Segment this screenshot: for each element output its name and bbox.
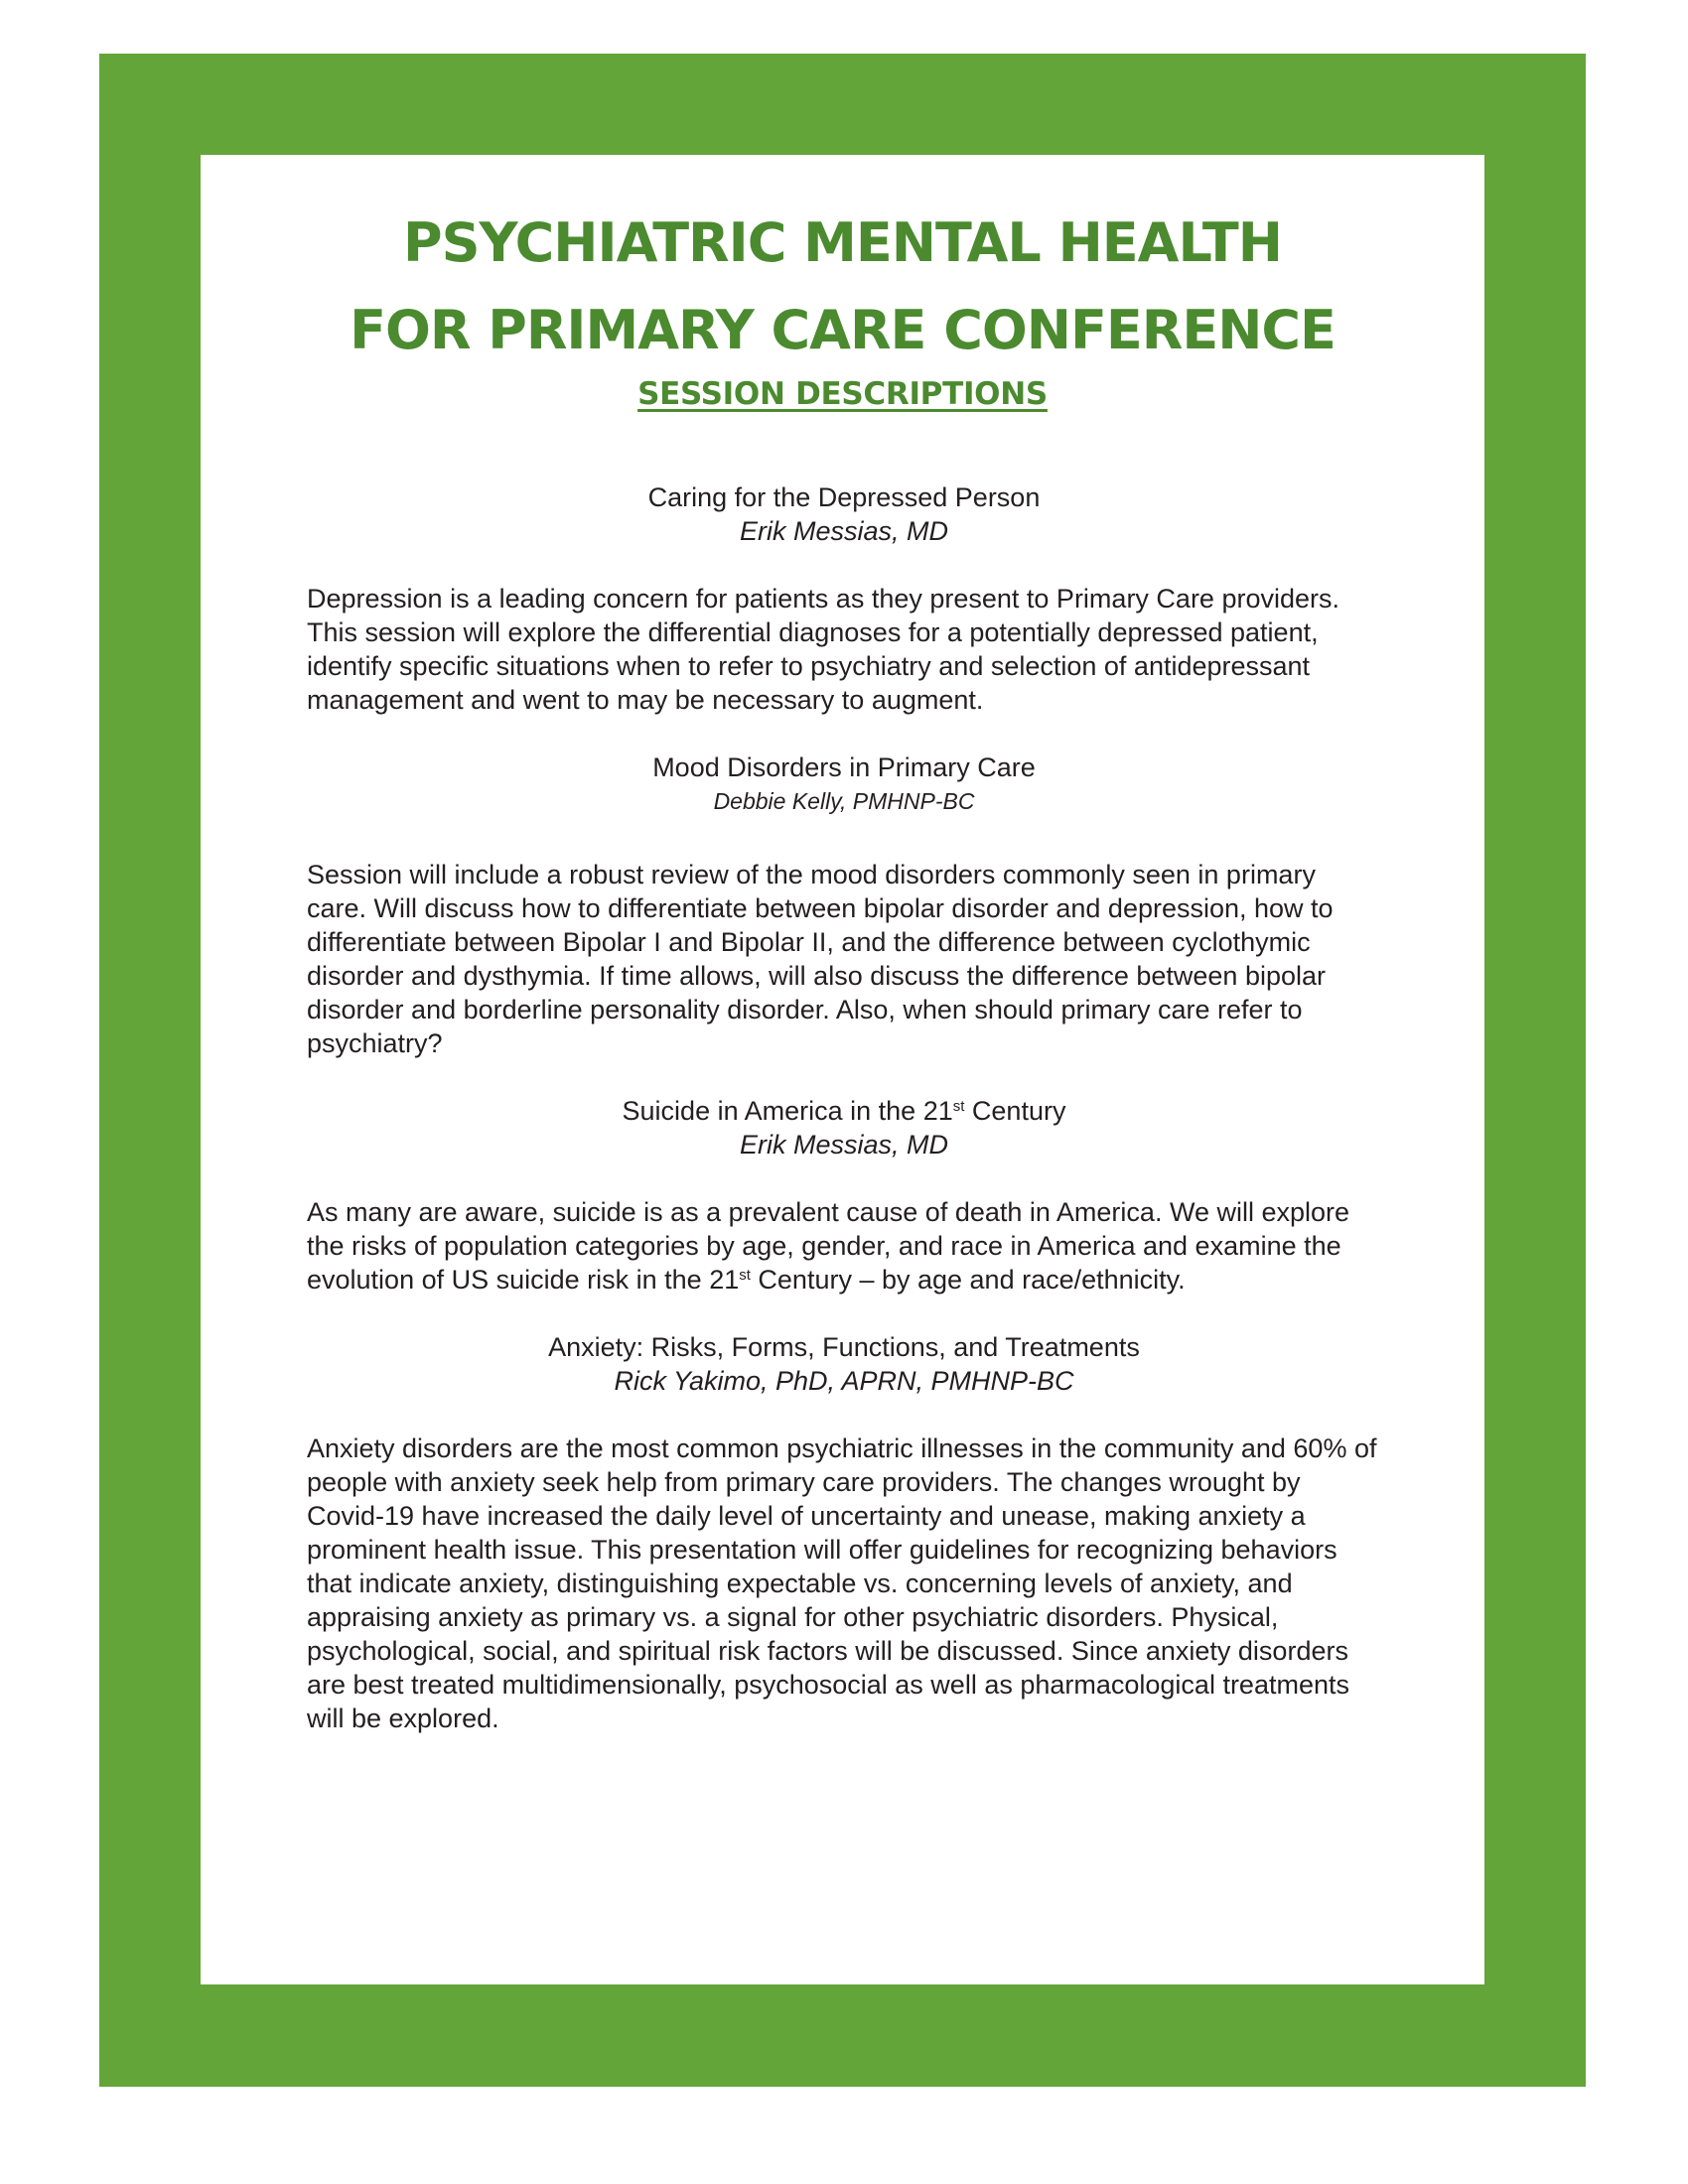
session-title [307, 1094, 1381, 1128]
session-list [307, 480, 1381, 1769]
session-description: Depression is a leading concern for patients as they present to Primary Care providers. This session will explore the differential diagnoses for a potentially depressed patient, identify specific situations when to refer to psychiatry and selection of antidepressant management and went to may be necessary to augment. [307, 584, 1340, 715]
description-text: As many are aware, suicide is as a prevalent cause of death in America. We will explore the risks of population categories by age, gender, and race in America and examine the evolution of US suicide risk in the 21 [307, 1197, 1350, 1295]
content-panel [201, 155, 1484, 1984]
session-description [307, 1195, 1381, 1297]
session-description: Anxiety disorders are the most common psychiatric illnesses in the community and 60% of people with anxiety seek help from primary care providers. The changes wrought by Covid-19 have increased the daily level of uncertainty and unease, making anxiety a prominent health issue. This presentation will offer guidelines for recognizing behaviors that indicate anxiety, distinguishing expectable vs. concerning levels of anxiety, and appraising anxiety as primary vs. a signal for other psychiatric disorders. Physical, psychological, social, and spiritual risk factors will be discussed. Since anxiety disorders are best treated multidimensionally, psychosocial as well as pharmacological treatments will be explored. [307, 1433, 1377, 1733]
section-subtitle: SESSION DESCRIPTIONS [637, 376, 1048, 412]
session-speaker: Erik Messias, MD [739, 516, 948, 546]
session-depressed-person [307, 480, 1381, 717]
session-title: Anxiety: Risks, Forms, Functions, and Treatments [548, 1332, 1140, 1362]
title-line-2: FOR PRIMARY CARE CONFERENCE [350, 299, 1336, 361]
title-line-1: PSYCHIATRIC MENTAL HEALTH [403, 211, 1282, 274]
session-title: Mood Disorders in Primary Care [652, 752, 1036, 782]
session-title-text-end: Century [964, 1096, 1066, 1126]
session-mood-disorders [307, 751, 1381, 1060]
conference-title [201, 200, 1484, 374]
ordinal-suffix: st [739, 1267, 751, 1284]
document-header [201, 200, 1484, 412]
ordinal-suffix: st [952, 1098, 965, 1115]
session-description: Session will include a robust review of the mood disorders commonly seen in primary care. Will discuss how to differentiate between bipolar disorder and depression, how to differentiate between Bipolar I and Bipolar II, and the difference between cyclothymic disorder and dysthymia. If time allows, will also discuss the difference between bipolar disorder and borderline personality disorder. Also, when should primary care refer to psychiatry? [307, 860, 1334, 1058]
session-suicide-in-america [307, 1094, 1381, 1297]
session-title: Caring for the Depressed Person [647, 482, 1041, 512]
session-speaker: Rick Yakimo, PhD, APRN, PMHNP-BC [614, 1366, 1074, 1396]
session-anxiety [307, 1330, 1381, 1735]
session-title-text: Suicide in America in the 21 [622, 1096, 953, 1126]
description-text-end: Century – by age and race/ethnicity. [750, 1265, 1186, 1295]
session-speaker: Erik Messias, MD [739, 1130, 948, 1160]
session-speaker: Debbie Kelly, PMHNP-BC [713, 788, 975, 814]
